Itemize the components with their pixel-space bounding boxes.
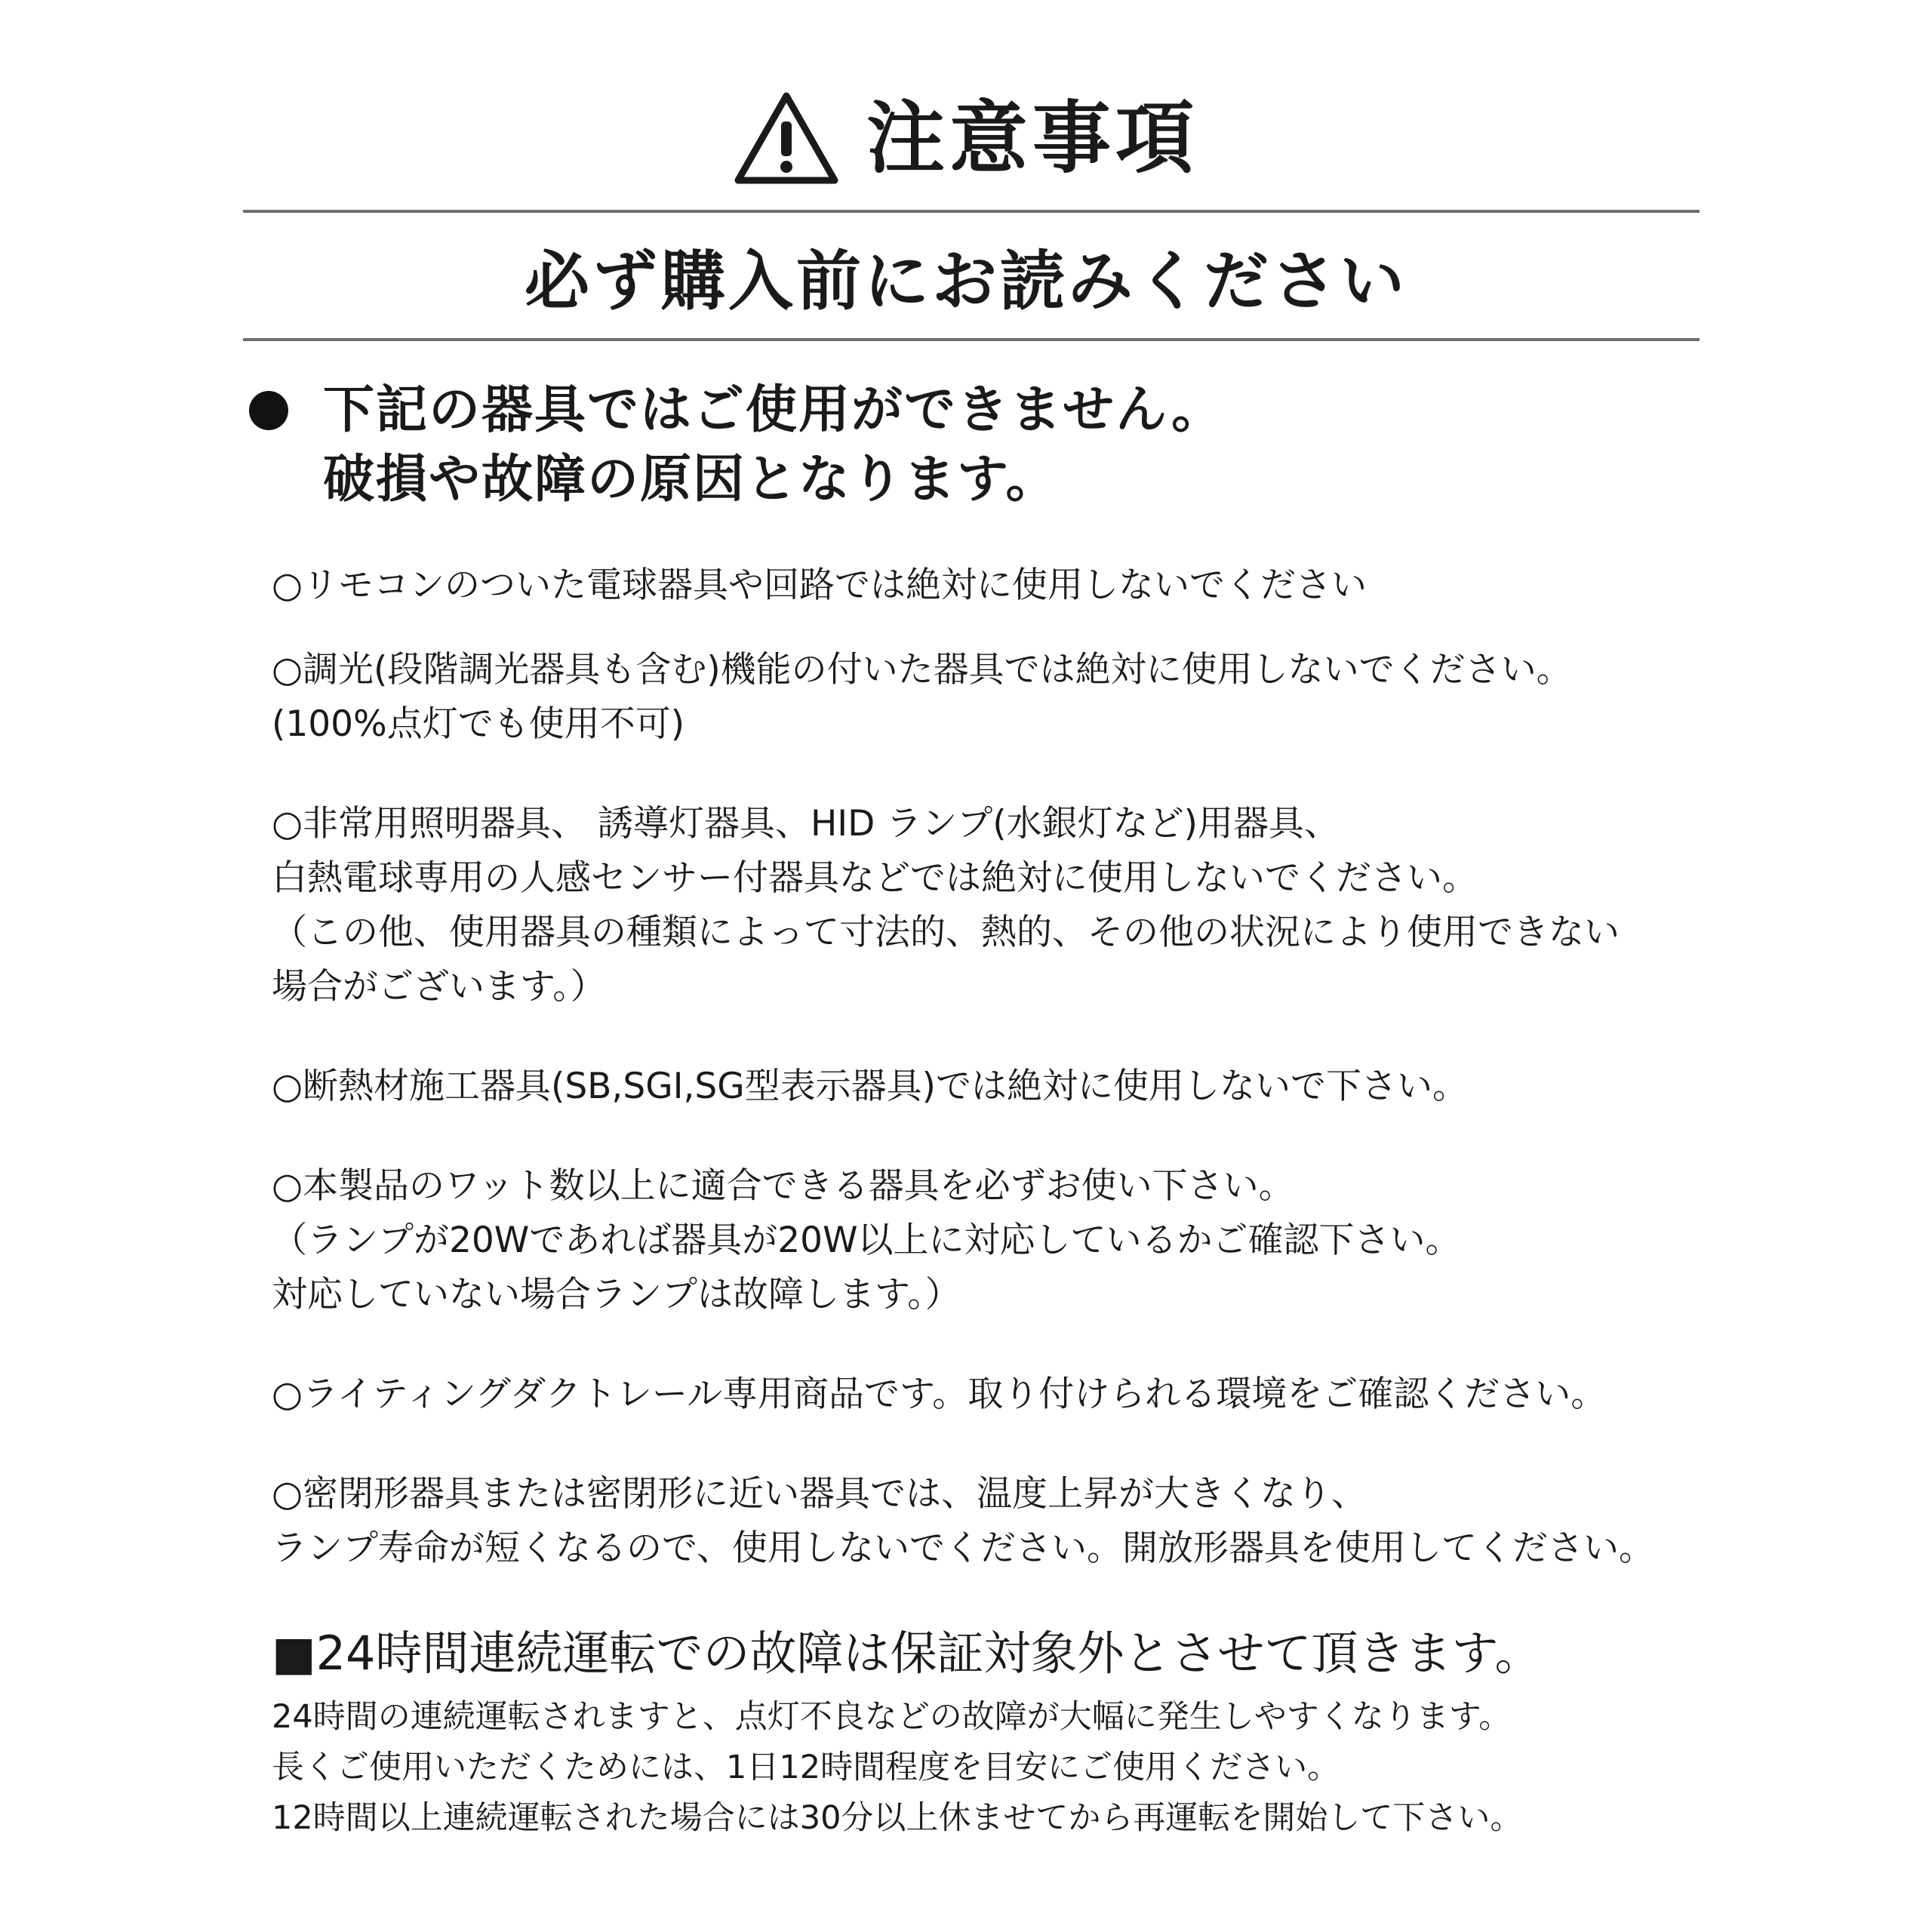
bullet-icon — [249, 391, 288, 430]
caution-line: ○断熱材施工器具(SB,SGI,SG型表示器具)では絶対に使用しないで下さい。 — [272, 1066, 1469, 1107]
caution-line: ランプ寿命が短くなるので、使用しないでください。開放形器具を使用してください。 — [272, 1527, 1655, 1569]
caution-item-duct-rail — [272, 1367, 1781, 1422]
caution-item-sealed-fixtures — [272, 1467, 1781, 1576]
lead-line: 下記の器具ではご使用ができません。 — [323, 380, 1225, 440]
warranty-heading: ■24時間連続運転での故障は保証対象外とさせて頂きます。 — [272, 1626, 1542, 1681]
caution-line: （ランプが20Wであれば器具が20W以上に対応しているかご確認下さい。 — [272, 1220, 1461, 1261]
warranty-line: 長くご使用いただくためには、1日12時間程度を目安にご使用ください。 — [272, 1749, 1340, 1786]
caution-line: ○リモコンのついた電球器具や回路では絶対に使用しないでください — [272, 565, 1367, 606]
warranty-notice — [272, 1621, 1781, 1844]
caution-item-remote-control — [272, 558, 1781, 613]
page-header — [0, 82, 1932, 195]
caution-list — [272, 558, 1781, 1621]
caution-line: ○非常用照明器具、 誘導灯器具、HID ランプ(水銀灯など)用器具、 — [272, 803, 1340, 844]
lead-line: 破損や故障の原因となります。 — [323, 450, 1059, 509]
warning-triangle-icon — [734, 91, 839, 185]
caution-line: (100%点灯でも使用不可) — [272, 703, 685, 745]
divider-bottom — [243, 338, 1700, 341]
caution-item-insulation — [272, 1060, 1781, 1114]
warranty-body — [272, 1692, 1781, 1844]
caution-line: ○ライティングダクトレール専用商品です。取り付けられる環境をご確認ください。 — [272, 1374, 1607, 1415]
page-subtitle: 必ず購入前にお読みください — [525, 244, 1407, 319]
warranty-line: 24時間の連続運転されますと、点灯不良などの故障が大幅に発生しやすくなります。 — [272, 1698, 1512, 1736]
warranty-line: 12時間以上連続運転された場合には30分以上休ませてから再運転を開始して下さい。 — [272, 1799, 1523, 1837]
caution-item-wattage — [272, 1159, 1781, 1322]
page-title: 注意事項 — [866, 92, 1198, 184]
divider-top — [243, 210, 1700, 213]
lead-statement — [323, 376, 1224, 515]
caution-line: 対応していない場合ランプは故障します。） — [272, 1274, 961, 1315]
caution-line: ○密閉形器具または密閉形に近い器具では、温度上昇が大きくなり、 — [272, 1473, 1367, 1515]
caution-line: 場合がございます。） — [272, 966, 606, 1008]
caution-line: （この他、使用器具の種類によって寸法的、熱的、その他の状況により使用できない — [272, 912, 1620, 953]
caution-line: ○調光(段階調光器具も含む)機能の付いた器具では絶対に使用しないでください。 — [272, 649, 1572, 691]
caution-line: ○本製品のワット数以上に適合できる器具を必ずお使い下さい。 — [272, 1165, 1294, 1207]
caution-item-dimmer — [272, 643, 1781, 752]
caution-line: 白熱電球専用の人感センサー付器具などでは絶対に使用しないでください。 — [272, 857, 1478, 899]
caution-item-emergency-fixtures — [272, 797, 1781, 1014]
